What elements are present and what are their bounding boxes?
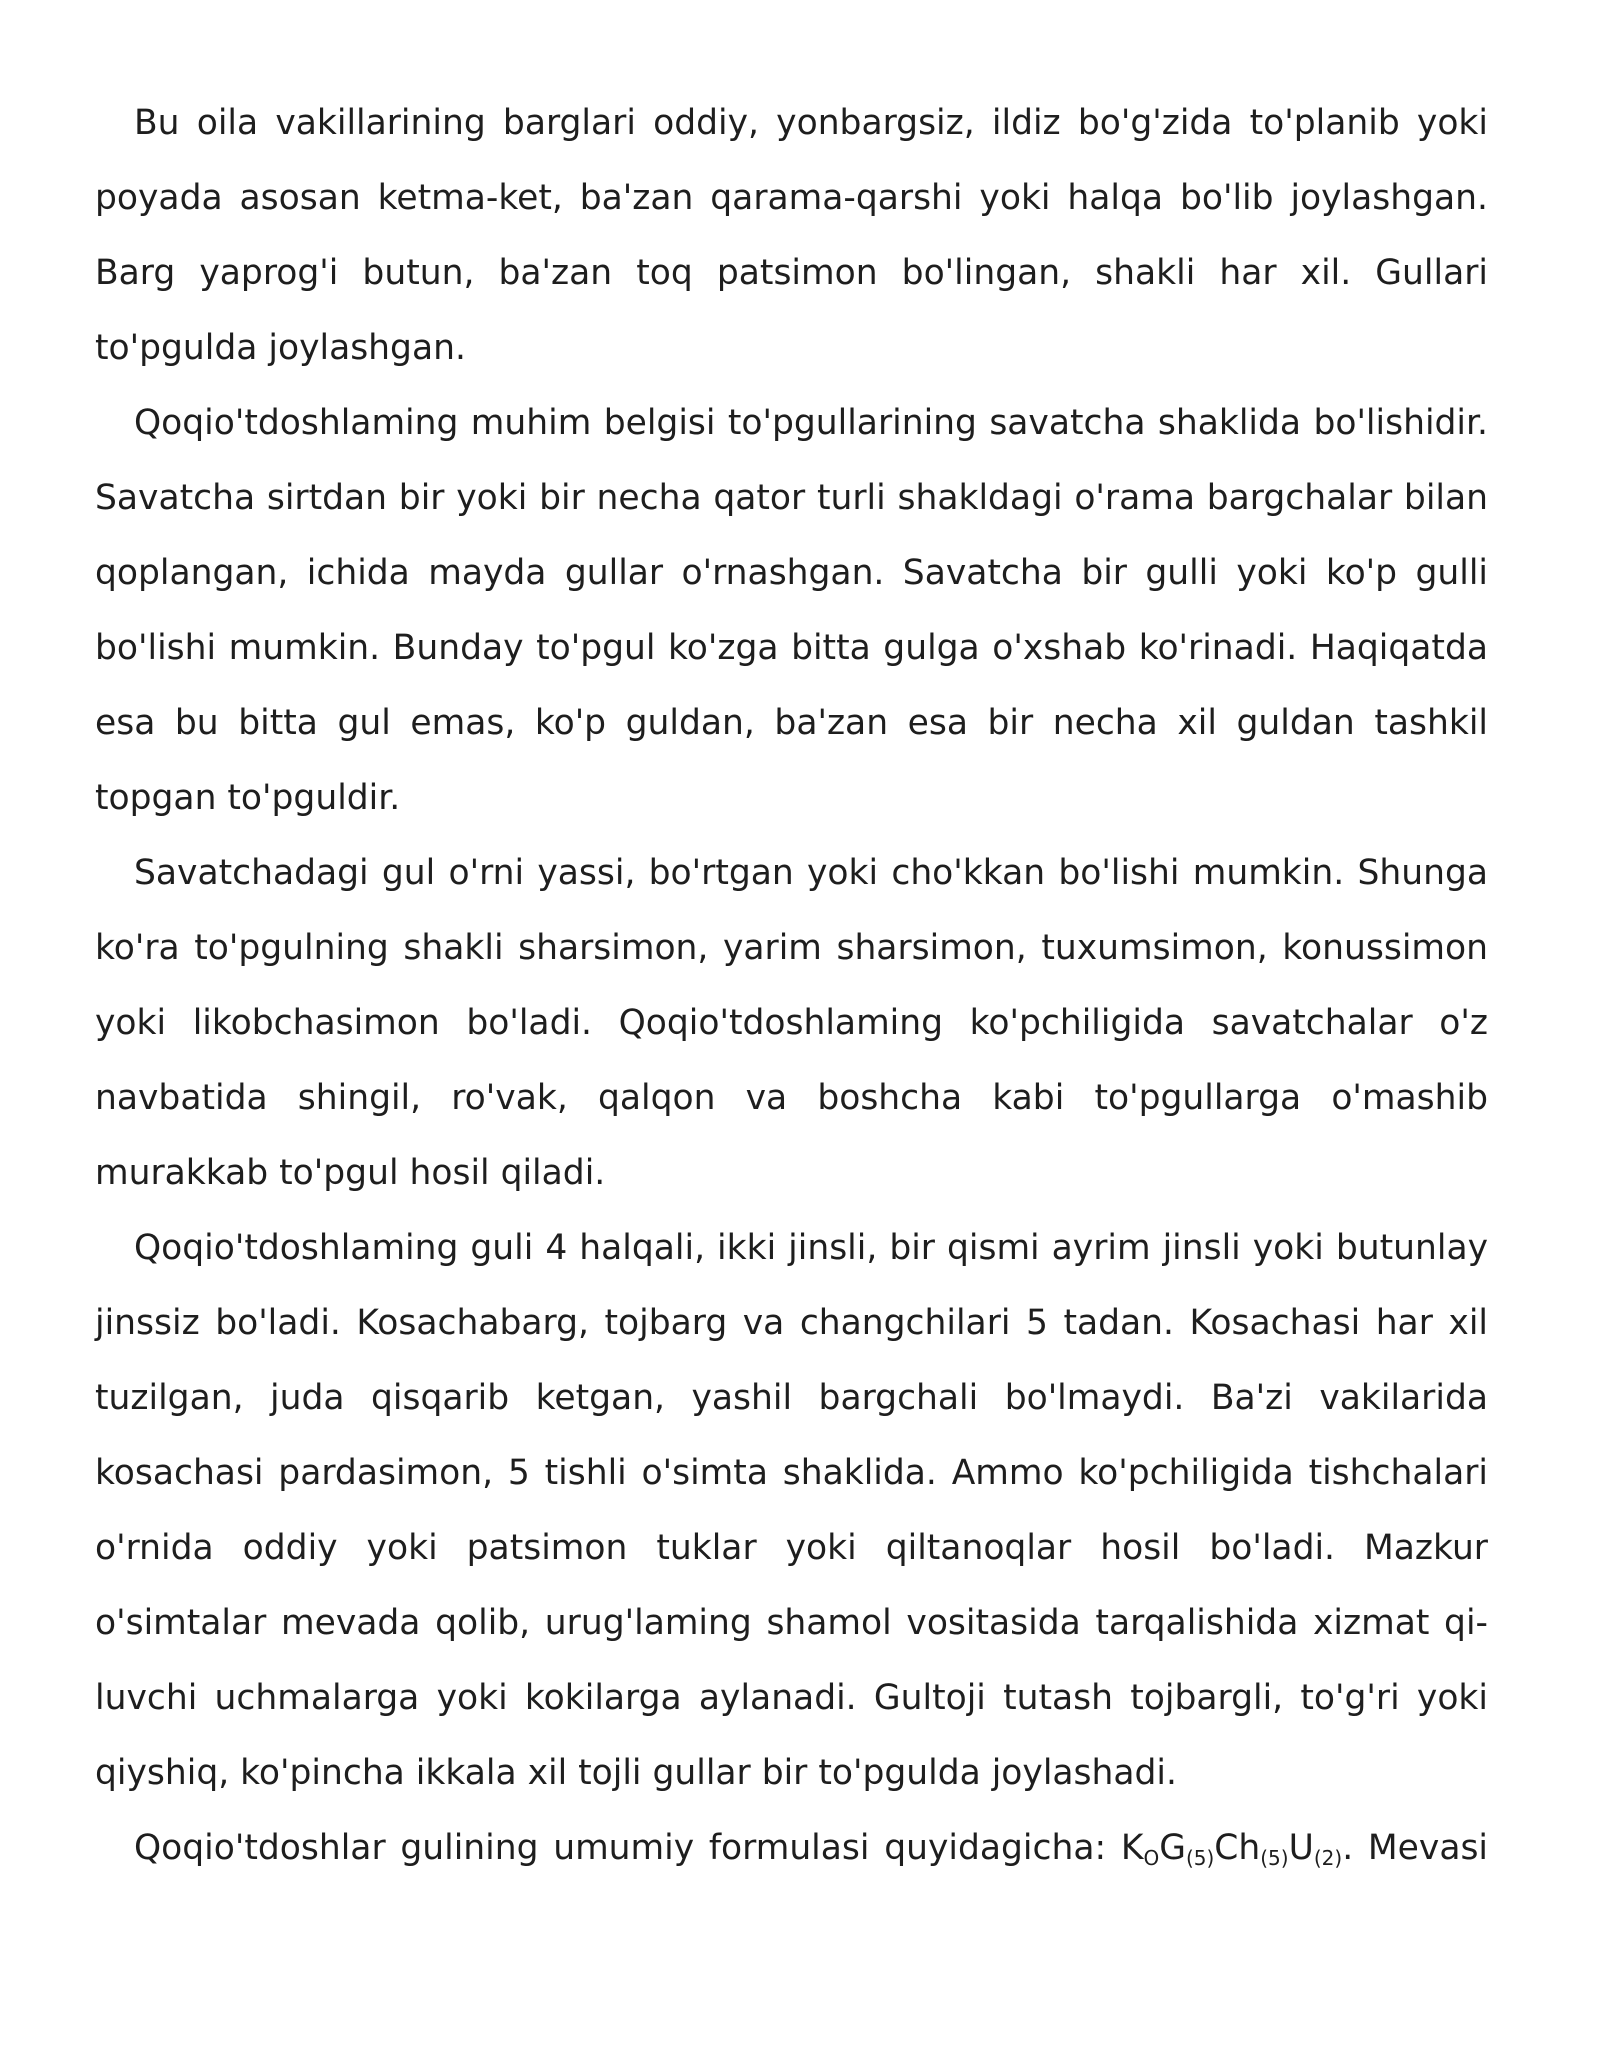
paragraph-receptacle: Savatchadagi gul o'rni yassi, bo'rtgan yoki cho'kkan bo'lishi mumkin. Shunga ko'ra to'pgulning shakli sharsimon, yarim sharsimon, tuxumsimon, konussimon yoki likobchasimon bo'ladi. Qoqio'tdoshlaming ko'pchiligida savatchalar o'z navbatida shingil, ro'vak, qalqon va boshcha kabi to'pgullarga o'mashib murakkab to'pgul hosil qiladi. bbox=[95, 853, 1488, 1193]
paragraph-inflorescence: Qoqio'tdoshlaming muhim belgisi to'pgullarining savatcha shaklida bo'lishidir. Savatcha sirtdan bir yoki bir necha qator turli shakldagi o'rama bargchalar bilan qoplangan, ichida mayda gullar o'rnashgan. Savatcha bir gulli yoki ko'p gulli bo'lishi mumkin. Bunday to'pgul ko'zga bitta gulga o'xshab ko'rinadi. Haqiqatda esa bu bitta gul emas, ko'p guldan, ba'zan esa bir necha xil guldan tashkil topgan to'pguldir. bbox=[95, 403, 1488, 818]
paragraph-flower-formula bbox=[95, 1811, 1488, 1886]
formula-ch: Ch bbox=[1214, 1828, 1261, 1868]
paragraph-leaves: Bu oila vakillarining barglari oddiy, yonbargsiz, ildiz bo'g'zida to'planib yoki poyada asosan ketma-ket, ba'zan qarama-qarshi yoki halqa bo'lib joylashgan. Barg yaprog'i butun, ba'zan toq patsimon bo'lingan, shakli har xil. Gullari to'pgulda joylashgan. bbox=[95, 103, 1488, 368]
formula-end: . bbox=[1342, 1828, 1354, 1868]
paragraph-flower-structure: Qoqio'tdoshlaming guli 4 halqali, ikki jinsli, bir qismi ayrim jinsli yoki butunlay jinssiz bo'ladi. Kosachabarg, tojbarg va changchilari 5 tadan. Kosachasi har xil tuzilgan, juda qisqarib ketgan, yashil bargchali bo'lmaydi. Ba'zi vakilarida kosachasi pardasimon, 5 tishli o'simta shaklida. Ammo ko'pchiligida tishchalari o'rnida oddiy yoki patsimon tuklar yoki qiltanoqlar hosil bo'ladi. Mazkur o'simtalar mevada qolib, urug'laming shamol vositasida tarqalishida xizmat qi-luvchi uchmalarga yoki kokilarga aylanadi. Gultoji tutash tojbargli, to'g'ri yoki qiyshiq, ko'pincha ikkala xil tojli gullar bir to'pgulda joylashadi. bbox=[95, 1228, 1488, 1793]
formula-lead-text: Qoqio'tdoshlar gulining umumiy formulasi quyidagicha: bbox=[134, 1828, 1107, 1868]
formula-ch-sub: (5) bbox=[1260, 1846, 1289, 1870]
formula-g: G bbox=[1159, 1828, 1186, 1868]
document-page bbox=[95, 86, 1488, 1886]
formula-k: K bbox=[1120, 1828, 1144, 1868]
formula-u: U bbox=[1288, 1828, 1314, 1868]
formula-u-sub: (2) bbox=[1313, 1846, 1343, 1870]
formula-tail-text: Mevasi bbox=[1367, 1828, 1489, 1868]
formula-k-sub: O bbox=[1143, 1846, 1160, 1870]
formula-g-sub: (5) bbox=[1185, 1846, 1215, 1870]
flower-formula bbox=[1121, 1828, 1353, 1868]
